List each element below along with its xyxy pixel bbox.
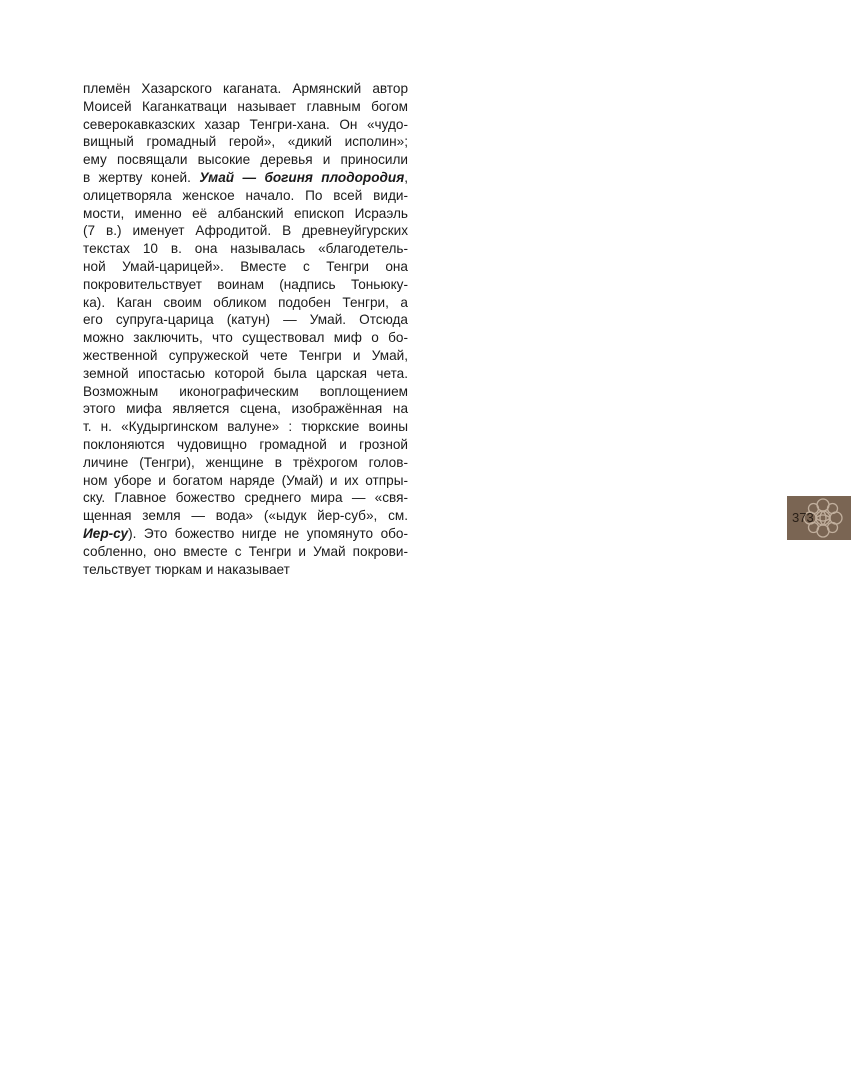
text-line <box>83 418 408 436</box>
text-line <box>83 187 408 205</box>
emphasized-term: Иер-су <box>83 525 129 541</box>
text-run: Моисей Каганкатваци называет главным богом <box>83 98 408 114</box>
text-run: личине (Тенгри), женщине в трёхрогом голов- <box>83 454 408 470</box>
text-run: мости, именно её албанский епископ Исраэль <box>83 205 408 221</box>
text-line <box>83 400 408 418</box>
text-run: т. н. «Кудыргинском валуне» : тюркские воины <box>83 419 408 435</box>
text-line <box>83 454 408 472</box>
text-line <box>83 80 408 98</box>
text-run: поклоняются чудовищно громадной и грозной <box>83 436 408 452</box>
text-line <box>83 347 408 365</box>
text-line <box>83 222 408 240</box>
text-column <box>83 80 408 578</box>
text-line <box>83 116 408 134</box>
text-run: ном уборе и богатом наряде (Умай) и их отпры- <box>83 472 408 488</box>
text-line <box>83 294 408 312</box>
text-run: собленно, оно вместе с Тенгри и Умай покрови- <box>83 543 408 559</box>
text-run: ной Умай-царицей». Вместе с Тенгри она <box>83 258 408 274</box>
emphasized-term: Умай — богиня плодородия <box>199 169 405 185</box>
text-run: тельствует тюркам и наказывает <box>83 561 290 577</box>
text-run: ску. Главное божество среднего мира — «свя- <box>83 490 408 506</box>
text-line <box>83 525 408 543</box>
text-line <box>83 258 408 276</box>
text-run: жественной супружеской чете Тенгри и Умай, <box>83 347 408 363</box>
text-run: ка). Каган своим обликом подобен Тенгри, а <box>83 294 408 310</box>
text-run: щенная земля — вода» («ыдук йер-суб», см. <box>83 508 408 524</box>
text-run: ему посвящали высокие деревья и приносили <box>83 152 408 168</box>
text-line <box>83 489 408 507</box>
text-run: земной ипостасью которой была царская чета. <box>83 365 408 381</box>
text-run: (7 в.) именует Афродитой. В древнеуйгурских <box>83 223 408 239</box>
text-line <box>83 329 408 347</box>
text-line <box>83 543 408 561</box>
text-run: Возможным иконографическим воплощением <box>83 383 408 399</box>
text-run: можно заключить, что существовал миф о бо- <box>83 330 408 346</box>
text-run: племён Хазарского каганата. Армянский автор <box>83 81 408 96</box>
text-run: его супруга-царица (катун) — Умай. Отсюда <box>83 312 408 328</box>
text-line <box>83 365 408 383</box>
text-line <box>83 276 408 294</box>
page-tab <box>787 496 851 540</box>
text-line <box>83 169 408 187</box>
text-line <box>83 507 408 525</box>
text-run: северокавказских хазар Тенгри-хана. Он «чудо- <box>83 116 408 132</box>
text-run: вищный громадный герой», «дикий исполин»; <box>83 134 408 150</box>
text-line <box>83 98 408 116</box>
text-run: ). Это божество нигде не упомянуто обо- <box>128 525 408 541</box>
text-line <box>83 311 408 329</box>
text-run: текстах 10 в. она называлась «благодетель- <box>83 241 408 257</box>
text-line <box>83 436 408 454</box>
text-run: олицетворяла женское начало. По всей види- <box>83 187 408 203</box>
text-line <box>83 240 408 258</box>
text-run: этого мифа является сцена, изображённая на <box>83 401 408 417</box>
text-line <box>83 383 408 401</box>
text-line <box>83 561 408 579</box>
text-run: , <box>404 169 408 185</box>
text-line <box>83 133 408 151</box>
text-run: покровительствует воинам (надпись Тоньюку- <box>83 276 408 292</box>
page-number: 373 <box>792 510 814 525</box>
text-run: в жертву коней. <box>83 169 200 185</box>
text-line <box>83 151 408 169</box>
text-line <box>83 472 408 490</box>
text-line <box>83 205 408 223</box>
